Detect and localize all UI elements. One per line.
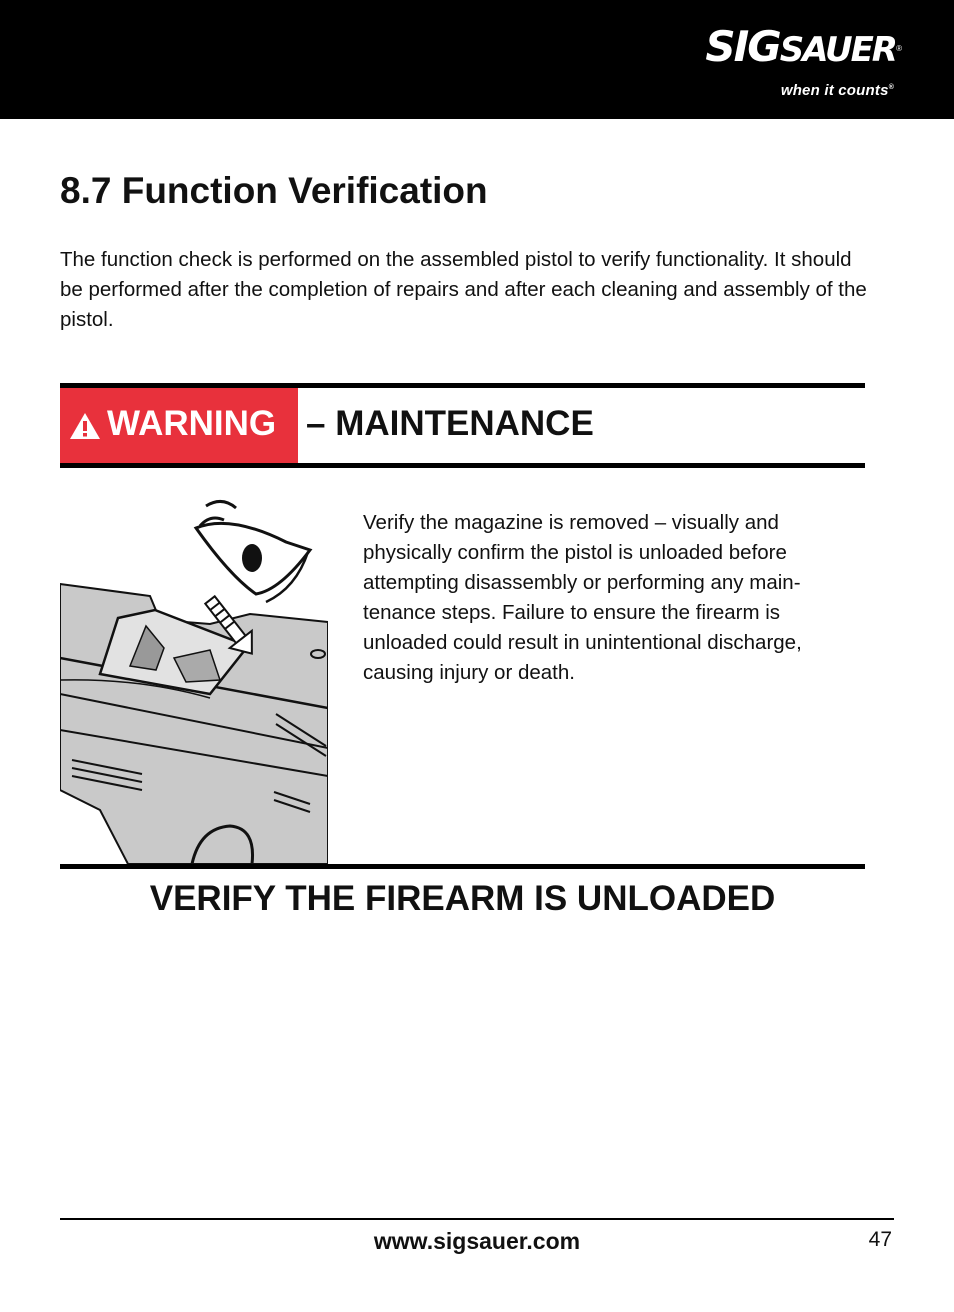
section-title: 8.7 Function Verification — [60, 170, 488, 211]
logo-wordmark — [705, 22, 896, 71]
warning-title: – MAINTENANCE — [306, 404, 594, 443]
warning-rule-footer — [60, 864, 865, 869]
footer-rule — [60, 1218, 894, 1220]
logo-registered-mark: ® — [896, 44, 902, 53]
warning-badge — [60, 388, 298, 463]
logo-tagline-reg: ® — [888, 84, 894, 91]
warning-label: WARNING — [107, 404, 277, 443]
header-bar — [0, 0, 954, 119]
logo-tagline-text: when it counts — [780, 82, 889, 99]
sig-sauer-logo — [705, 22, 902, 104]
warning-triangle-icon — [69, 412, 101, 440]
inspect-chamber-illustration — [60, 498, 328, 864]
intro-paragraph: The function check is performed on the assembled pistol to verify functionality. It should be performed after the completion of repairs and after each cleaning and assembly of the pistol. — [60, 248, 867, 331]
warning-rule-bottom — [60, 463, 865, 468]
logo-sauer: SAUER — [779, 30, 896, 70]
page-number: 47 — [868, 1228, 892, 1251]
logo-sig: SIG — [705, 22, 780, 71]
warning-body: Verify the magazine is removed – visually and physically confirm the pistol is unloaded before attempting disassembly or performing any main-tenance steps. Failure to ensure the firearm is unloaded could result in unintentional discharge, causing injury or death. — [363, 511, 802, 684]
verify-unloaded-heading: VERIFY THE FIREARM IS UNLOADED — [149, 879, 776, 918]
footer-url[interactable]: www.sigsauer.com — [373, 1228, 581, 1254]
logo-tagline — [781, 82, 894, 99]
